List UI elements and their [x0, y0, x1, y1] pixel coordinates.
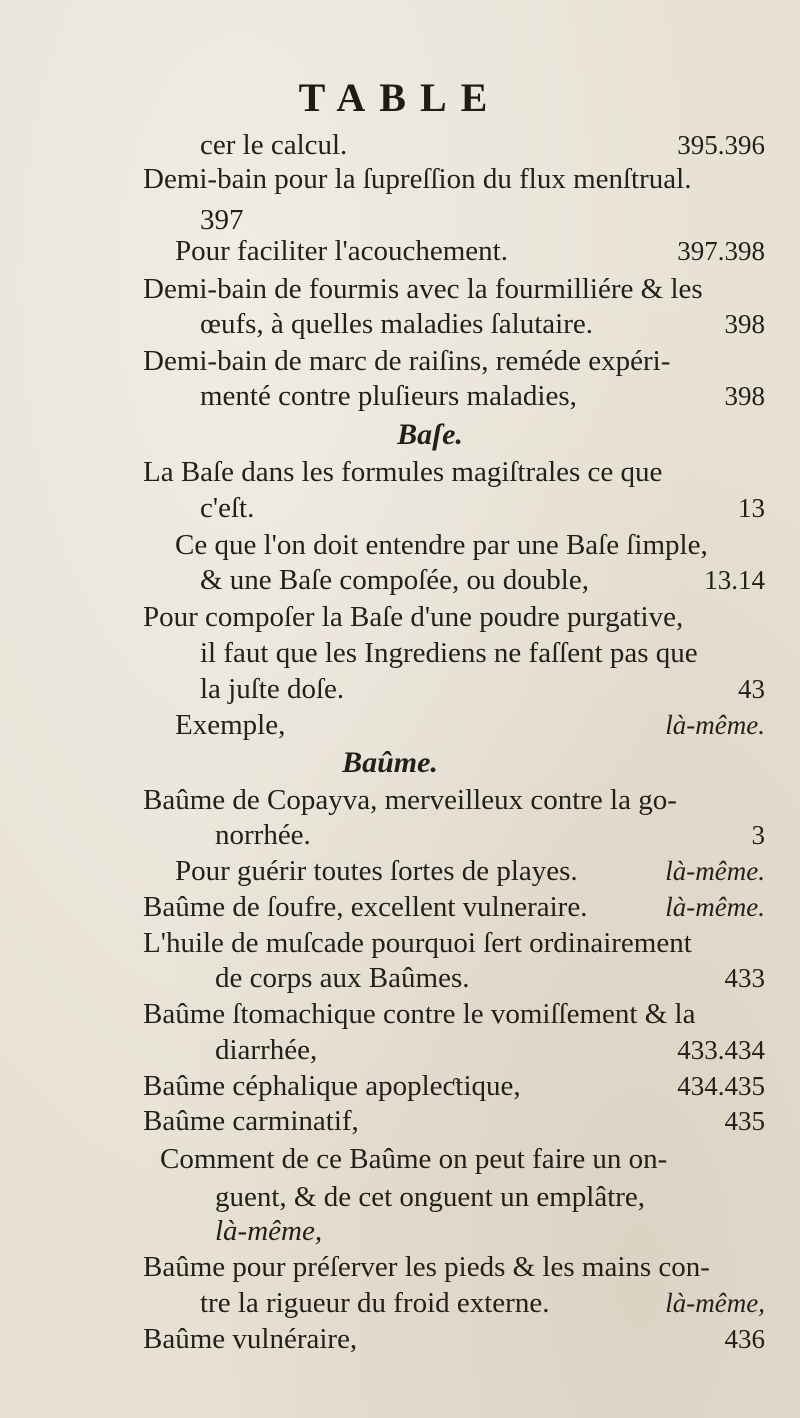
index-entry-text: Demi-bain de marc de raiſins, reméde expéri- — [143, 345, 671, 377]
index-entry-text: Pour faciliter l'acouchement. — [175, 235, 508, 267]
index-entry-page: là-même. — [665, 856, 765, 886]
index-entry-page: 436 — [724, 1324, 765, 1354]
index-entry-text: Pour compoſer la Baſe d'une poudre purgative, — [143, 601, 684, 633]
index-entry-page: là-même. — [665, 710, 765, 740]
section-heading-baume: Baûme. — [342, 746, 438, 779]
index-entry-page: 395.396 — [677, 130, 765, 160]
index-entry-text: diarrhée, — [215, 1034, 318, 1066]
index-entry-text: la juſte doſe. — [200, 673, 345, 705]
index-entry-text: Ce que l'on doit entendre par une Baſe ſimple, — [175, 529, 708, 561]
index-entry-text: & une Baſe compoſée, ou double, — [200, 564, 589, 596]
index-entry-text: Comment de ce Baûme on peut faire un on- — [160, 1143, 668, 1175]
index-entry-page: 435 — [724, 1106, 765, 1136]
index-entry-text: 397 — [200, 204, 244, 236]
index-entry-page: 3 — [751, 820, 765, 850]
index-entry-text: Baûme de Copayva, merveilleux contre la go- — [143, 784, 677, 816]
index-entry-text: de corps aux Baûmes. — [215, 962, 470, 994]
index-entry-page: là-même, — [665, 1288, 765, 1318]
index-entry-text: œufs, à quelles maladies ſalutaire. — [200, 308, 593, 340]
index-entry-text: Baûme céphalique apopleƈtique, — [143, 1070, 521, 1102]
index-entry-page: 398 — [724, 309, 765, 339]
index-entry-text: il faut que les Ingrediens ne faſſent pas que — [200, 637, 698, 669]
index-entry-page: là-même. — [665, 892, 765, 922]
index-entry-text: c'eſt. — [200, 492, 255, 524]
index-entry-page: 433.434 — [677, 1035, 765, 1065]
index-entry-text: Baûme pour préſerver les pieds & les mains con- — [143, 1251, 710, 1283]
index-entry-text: Baûme de ſoufre, excellent vulneraire. — [143, 891, 588, 923]
index-entry-page: 434.435 — [677, 1071, 765, 1101]
index-entry-text: Baûme carminatif, — [143, 1105, 359, 1137]
index-entry-page: 398 — [724, 381, 765, 411]
index-entry-text: là-même, — [215, 1215, 323, 1247]
index-entry-text: Baûme vulnéraire, — [143, 1323, 358, 1355]
running-header: TABLE — [298, 75, 502, 120]
index-entry-text: tre la rigueur du froid externe. — [200, 1287, 550, 1319]
index-entry-text: guent, & de cet onguent un emplâtre, — [215, 1181, 646, 1213]
index-entry-text: menté contre pluſieurs maladies, — [200, 380, 577, 412]
index-entry-text: La Baſe dans les formules magiſtrales ce que — [143, 456, 663, 488]
index-entry-page: 433 — [724, 963, 765, 993]
index-entry-text: Demi-bain pour la ſupreſſion du flux menſtrual. — [143, 163, 692, 195]
index-entry-text: norrhée. — [215, 819, 311, 851]
index-entry-text: L'huile de muſcade pourquoi ſert ordinairement — [143, 927, 692, 959]
index-entry-text: cer le calcul. — [200, 129, 348, 161]
index-entry-text: Demi-bain de fourmis avec la fourmilliére & les — [143, 273, 703, 305]
index-entry-text: Pour guérir toutes ſortes de playes. — [175, 855, 578, 887]
section-heading-base: Baſe. — [397, 418, 463, 451]
index-entry-page: 13 — [738, 493, 765, 523]
index-entry-text: Exemple, — [175, 709, 286, 741]
index-entry-page: 397.398 — [677, 236, 765, 266]
index-entry-text: Baûme ſtomachique contre le vomiſſement & la — [143, 998, 696, 1030]
index-entry-page: 43 — [738, 674, 765, 704]
index-entry-page: 13.14 — [704, 565, 765, 595]
